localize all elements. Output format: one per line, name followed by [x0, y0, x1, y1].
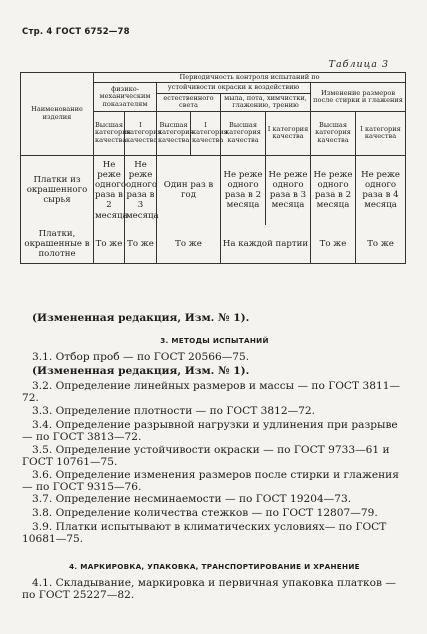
- color-fastness-header: устойчивости окраски к воздействию: [157, 83, 311, 93]
- paragraph: 4.1. Складывание, маркировка и первичная упаковка платков — по ГОСТ 25227—82.: [22, 577, 396, 601]
- paragraph: 3.3. Определение плотности — по ГОСТ 3812—72.: [32, 405, 316, 417]
- table-cell: Не реже одного раза в 2 месяца: [221, 155, 266, 225]
- section-3-title: 3. МЕТОДЫ ИСПЫТАНИЙ: [160, 336, 269, 345]
- table-row: [21, 225, 406, 263]
- table-cell: То же: [311, 225, 356, 263]
- section-4-title: 4. МАРКИРОВКА, УПАКОВКА, ТРАНСПОРТИРОВАНИЕ И ХРАНЕНИЕ: [69, 562, 360, 571]
- high-category-header: Высшая категория качества: [221, 111, 266, 155]
- page-header: Стр. 4 ГОСТ 6752—78: [22, 27, 130, 37]
- first-category-header: I категория качества: [125, 111, 157, 155]
- paragraph: 3.2. Определение линейных размеров и массы — по ГОСТ 3811—72.: [22, 380, 401, 404]
- high-category-header: Высшая категория качества: [311, 111, 356, 155]
- size-change-header: Изменение размеров после стирки и глажения: [311, 83, 406, 111]
- row-name: Платки, окрашенные в полотне: [21, 225, 94, 263]
- inspection-frequency-table: [20, 72, 406, 264]
- paragraph: 3.6. Определение изменения размеров после стирки и глажения — по ГОСТ 9315—76.: [22, 469, 399, 493]
- table-cell: Не реже одного раза в 3 месяца: [266, 155, 311, 225]
- paragraph: 3.9. Платки испытывают в климатических условиях— по ГОСТ 10681—75.: [22, 521, 387, 545]
- table-cell: Не реже одного раза в 4 месяца: [356, 155, 406, 225]
- table-row: [21, 155, 406, 225]
- edit-note: (Измененная редакция, Изм. № 1).: [32, 365, 250, 377]
- table-cell: На каждой партии: [221, 225, 311, 263]
- soap-header: мыла, пота, химчистки, глажению, трению: [221, 93, 311, 111]
- row-name: Платки из окрашенного сырья: [21, 155, 94, 225]
- paragraph: 3.1. Отбор проб — по ГОСТ 20566—75.: [32, 351, 250, 363]
- paragraph: 3.7. Определение несминаемости — по ГОСТ 19204—73.: [32, 493, 352, 505]
- paragraph: 3.5. Определение устойчивости окраски — по ГОСТ 9733—61 и ГОСТ 10761—75.: [22, 444, 390, 468]
- paragraph: 3.8. Определение количества стежков — по ГОСТ 12807—79.: [32, 507, 378, 519]
- paragraph: 3.4. Определение разрывной нагрузки и удлинения при разрыве — по ГОСТ 3813—72.: [22, 419, 398, 443]
- edit-note: (Измененная редакция, Изм. № 1).: [32, 312, 250, 324]
- table-cell: Не реже одного раза в 2 месяца: [311, 155, 356, 225]
- table-cell: То же: [125, 225, 157, 263]
- table-caption: Таблица 3: [328, 59, 389, 70]
- fiz-mech-header: физико-механическим показателям: [94, 83, 157, 111]
- first-category-header: I категория качества: [266, 111, 311, 155]
- light-header: естественного света: [157, 93, 221, 111]
- high-category-header: Высшая категория качества: [157, 111, 191, 155]
- table-cell: То же: [94, 225, 125, 263]
- table-cell: То же: [157, 225, 221, 263]
- col-name-header: Наименование изделия: [21, 73, 94, 156]
- table-cell: То же: [356, 225, 406, 263]
- table-cell: Не реже одного раза в 3 месяца: [125, 155, 157, 225]
- first-category-header: I категория качества: [191, 111, 221, 155]
- first-category-header: I категория качества: [356, 111, 406, 155]
- periodicity-header: Периодичность контроля испытаний по: [94, 73, 406, 83]
- high-category-header: Высшая категория качества: [94, 111, 125, 155]
- table-cell: Не реже одного раза в 2 месяца: [94, 155, 125, 225]
- table-cell: Один раз в год: [157, 155, 221, 225]
